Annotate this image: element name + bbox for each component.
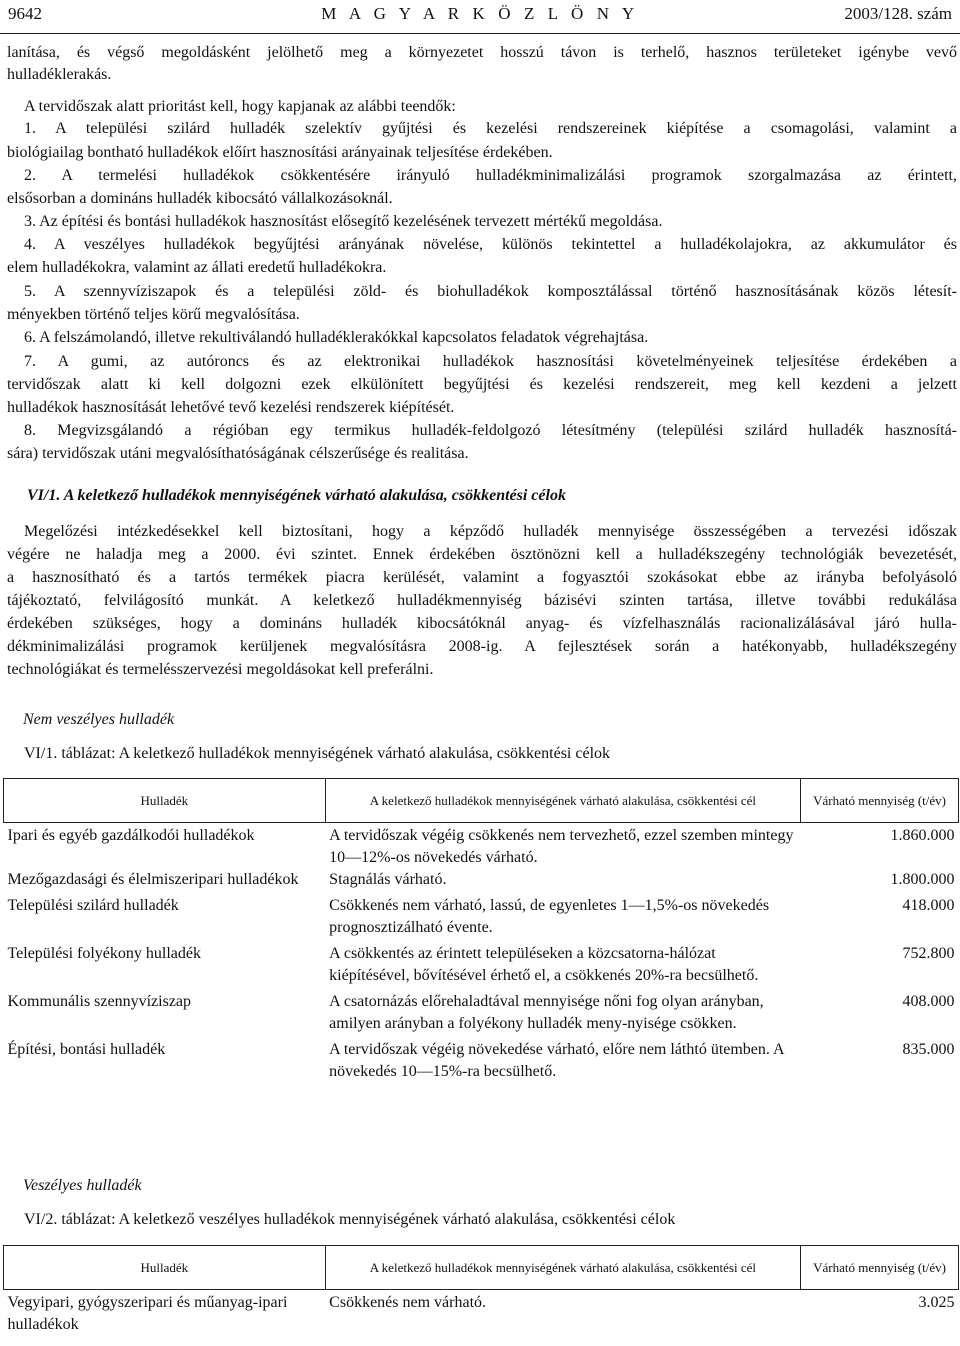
list-item-line: ményekben történő teljes körű megvalósítása. bbox=[7, 306, 300, 323]
table-row bbox=[4, 823, 959, 870]
list-item-line: 2. A termelési hulladékok csökkentésére irányuló hulladékminimalizálási programok szorgalmazása az érintett, bbox=[24, 167, 957, 184]
running-header bbox=[0, 4, 960, 28]
intro-line: A tervidőszak alatt prioritást kell, hogy kapjanak az alábbi teendők: bbox=[24, 98, 456, 115]
amount-cell: 752.800 bbox=[902, 945, 955, 962]
reduction-goal-cell: A tervidőszak végéig növekedése várható, előre nem láthtó ütemben. A növekedés 10—15%-ra becsülhető. bbox=[329, 1041, 784, 1080]
table-row bbox=[4, 1290, 959, 1337]
paragraph-line: a hasznosítható és a tartós termékek piacra kerülését, valamint a fogyasztói szokásokat ebbe az irányba befolyásoló bbox=[7, 569, 957, 586]
table-header-row bbox=[4, 779, 959, 823]
amount-cell: 835.000 bbox=[902, 1041, 955, 1058]
reduction-goal-cell: Csökkenés nem várható. bbox=[329, 1294, 487, 1311]
column-header: Várható mennyiség (t/év) bbox=[801, 779, 959, 823]
issue-number: 2003/128. szám bbox=[844, 4, 952, 23]
list-item-line: 3. Az építési és bontási hulladékok hasznosítást elősegítő kezelésének tervezett mértékű megoldása. bbox=[24, 213, 663, 230]
list-item-line: biológiailag bontható hulladékok előírt hasznosítási arányainak teljesítése érdekében. bbox=[7, 144, 553, 161]
list-item-line: 5. A szennyvíziszapok és a települési zöld- és biohulladékok komposztálással történő hasznosításának közös létesít- bbox=[24, 283, 957, 300]
list-item-line: 6. A felszámolandó, illetve rekultiválandó hulladéklerakókkal kapcsolatos feladatok végrehajtása. bbox=[24, 329, 649, 346]
table-row bbox=[4, 869, 959, 891]
intro-line: hulladéklerakás. bbox=[7, 66, 112, 83]
table-1-caption: VI/1. táblázat: A keletkező hulladékok mennyiségének várható alakulása, csökkentési célok bbox=[24, 745, 611, 762]
waste-type-cell: Ipari és egyéb gazdálkodói hulladékok bbox=[7, 827, 255, 844]
table-row bbox=[4, 891, 959, 939]
list-item-line: elsősorban a domináns hulladék kibocsátó vállalkozásoknál. bbox=[7, 190, 393, 207]
intro-line: lanítása, és végső megoldásként jelölhető meg a környezetet hosszú távon is terhelő, hasznos területeket igénybe vevő bbox=[7, 44, 957, 61]
amount-cell: 418.000 bbox=[902, 897, 955, 914]
column-header: Hulladék bbox=[4, 1246, 326, 1290]
amount-cell: 408.000 bbox=[902, 993, 955, 1010]
waste-type-cell: Kommunális szennyvíziszap bbox=[7, 993, 192, 1010]
waste-type-cell: Mezőgazdasági és élelmiszeripari hulladékok bbox=[7, 871, 299, 888]
amount-cell: 1.800.000 bbox=[890, 871, 955, 888]
list-item-line: tervidőszak alatt ki kell dolgozni ezek elkülönített begyűjtési és kezelési rendszereit, meg kell kezdeni a jelzett bbox=[7, 376, 957, 393]
paragraph-line: érdekében szükséges, hogy a domináns hulladék kibocsátóknál anyag- és vízfelhasználás racionalizálásával járó hulla- bbox=[7, 615, 957, 632]
table-row bbox=[4, 1035, 959, 1083]
column-header: Várható mennyiség (t/év) bbox=[801, 1246, 959, 1290]
section-title: VI/1. A keletkező hulladékok mennyiségének várható alakulása, csökkentési célok bbox=[27, 487, 566, 504]
waste-type-cell: Települési szilárd hulladék bbox=[7, 897, 179, 914]
column-header: A keletkező hulladékok mennyiségének várható alakulása, csökkentési cél bbox=[325, 1246, 800, 1290]
paragraph-line: Megelőzési intézkedésekkel kell biztosítani, hogy a képződő hulladék mennyisége összességében a tervezési időszak bbox=[24, 523, 957, 540]
reduction-goal-cell: Stagnálás várható. bbox=[329, 871, 447, 888]
table-2 bbox=[3, 1245, 959, 1336]
page-number: 9642 bbox=[8, 4, 42, 23]
table-2-caption: VI/2. táblázat: A keletkező veszélyes hulladékok mennyiségének várható alakulása, csökkentési célok bbox=[24, 1211, 676, 1228]
list-item-line: 4. A veszélyes hulladékok begyűjtési arányának növelése, különös tekintettel a hulladékolajokra, az akkumulátor és bbox=[24, 236, 957, 253]
amount-cell: 1.860.000 bbox=[890, 827, 955, 844]
paragraph-line: technológiákat és termelésszervezési megoldásokat kell preferálni. bbox=[7, 661, 434, 678]
column-header: Hulladék bbox=[4, 779, 326, 823]
reduction-goal-cell: A csökkentés az érintett településeken a közcsatorna-hálózat kiépítésével, bővítésével érhető el, a csökkenés 20%-ra becsülhető. bbox=[329, 945, 759, 984]
publication-title: M A G Y A R K Ö Z L Ö N Y bbox=[321, 4, 639, 23]
waste-type-cell: Építési, bontási hulladék bbox=[7, 1041, 166, 1058]
waste-type-cell: Települési folyékony hulladék bbox=[7, 945, 201, 962]
subheading-hazardous: Veszélyes hulladék bbox=[23, 1177, 142, 1194]
list-item-line: 8. Megvizsgálandó a régióban egy termikus hulladék-feldolgozó létesítmény (települési szilárd hulladék hasznosítá- bbox=[24, 422, 957, 439]
reduction-goal-cell: A tervidőszak végéig csökkenés nem tervezhető, ezzel szemben mintegy 10—12%-os növekedés várható. bbox=[329, 827, 794, 866]
reduction-goal-cell: A csatornázás előrehaladtával mennyisége nőni fog olyan arányban, amilyen arányban a folyékony hulladék meny-nyisége csökken. bbox=[329, 993, 764, 1032]
table-header-row bbox=[4, 1246, 959, 1290]
list-item-line: sára) tervidőszak utáni megvalósíthatóságának célszerűsége és realitása. bbox=[7, 445, 469, 462]
paragraph-line: tájékoztató, felvilágosító munkát. A keletkező hulladékmennyiség bázisévi szinten tartása, illetve további redukálása bbox=[7, 592, 957, 609]
table-row bbox=[4, 939, 959, 987]
list-item-line: 1. A települési szilárd hulladék szelektív gyűjtési és kezelési rendszereinek kiépítése a csomagolási, valamint a bbox=[24, 120, 957, 137]
table-row bbox=[4, 987, 959, 1035]
column-header: A keletkező hulladékok mennyiségének várható alakulása, csökkentési cél bbox=[325, 779, 800, 823]
list-item-line: elem hulladékokra, valamint az állati eredetű hulladékokra. bbox=[7, 259, 387, 276]
waste-type-cell: Vegyipari, gyógyszeripari és műanyag-ipari hulladékok bbox=[7, 1294, 288, 1333]
table-1 bbox=[3, 778, 959, 1083]
reduction-goal-cell: Csökkenés nem várható, lassú, de egyenletes 1—1,5%-os növekedés prognosztizálható évente. bbox=[329, 897, 770, 936]
list-item-line: 7. A gumi, az autóroncs és az elektronikai hulladékok hasznosítási követelményeinek teljesítése érdekében a bbox=[24, 353, 957, 370]
paragraph-line: dékminimalizálási programok kerüljenek megvalósításra 2008-ig. A fejlesztések során a hatékonyabb, hulladékszegény bbox=[7, 638, 957, 655]
header-rule bbox=[0, 33, 960, 34]
paragraph-line: végére ne haladja meg a 2000. évi szintet. Ennek érdekében ösztönözni kell a hulladékszegény technológiák bevezetését, bbox=[7, 546, 957, 563]
amount-cell: 3.025 bbox=[918, 1294, 955, 1311]
subheading-non-hazardous: Nem veszélyes hulladék bbox=[23, 711, 175, 728]
list-item-line: hulladékok hasznosítását lehetővé tevő kezelési rendszerek kiépítését. bbox=[7, 399, 455, 416]
